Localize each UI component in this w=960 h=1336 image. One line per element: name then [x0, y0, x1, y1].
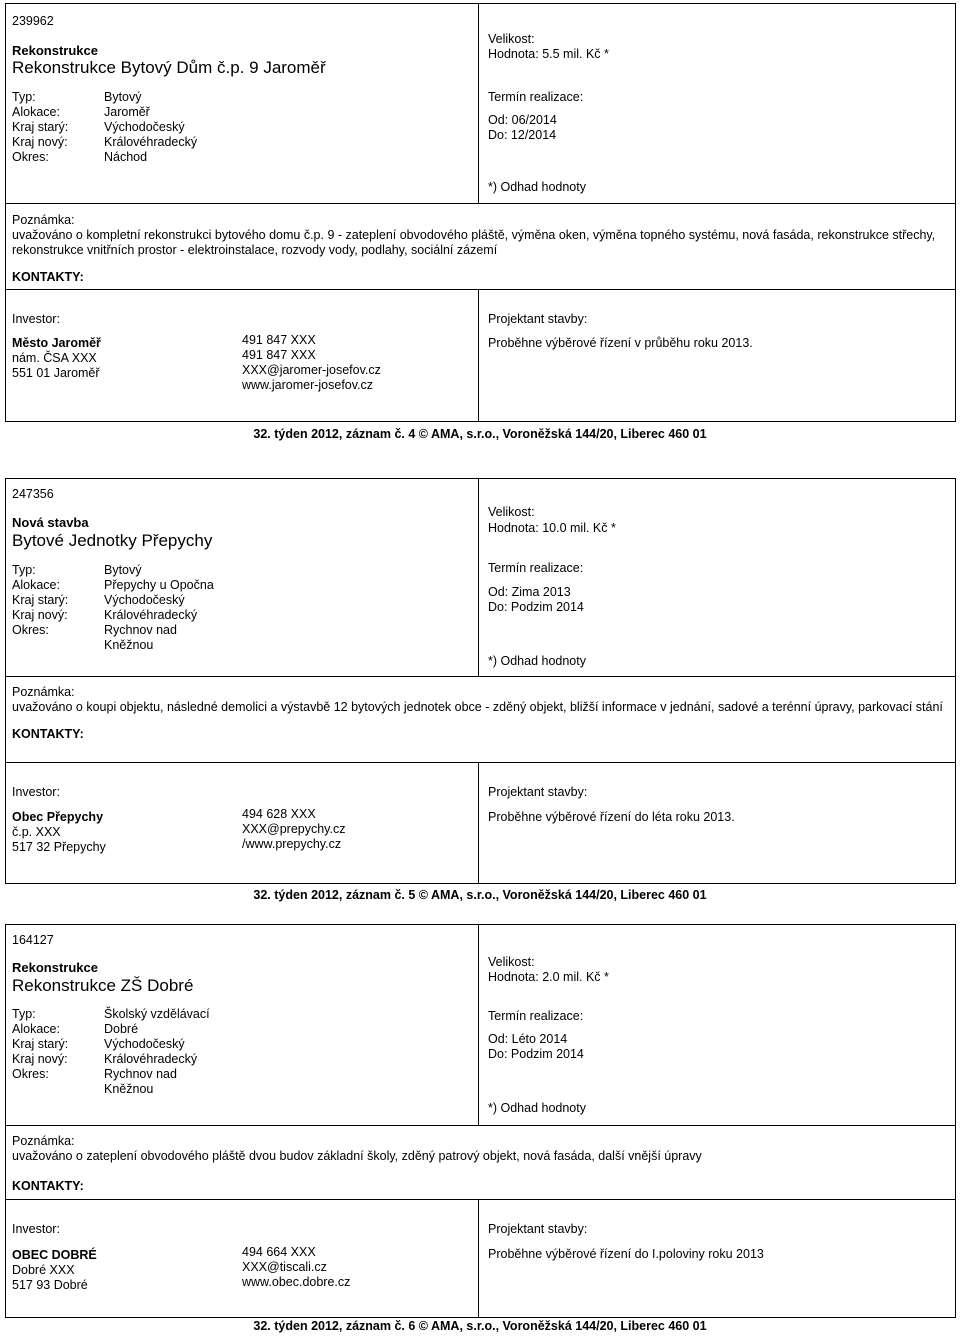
termin-do: Do: 12/2014 — [488, 128, 557, 142]
website-link[interactable]: www.obec.dobre.cz — [242, 1275, 351, 1289]
contact-block — [242, 1245, 350, 1290]
investor-label: Investor: — [12, 785, 60, 799]
record-type: Rekonstrukce — [12, 960, 98, 975]
investor-block — [12, 336, 101, 381]
value-kraj-stary: Východočeský — [104, 593, 185, 607]
termin-label: Termín realizace: — [488, 90, 584, 104]
value-typ: Školský vzdělávací — [104, 1007, 210, 1021]
projektant-label: Projektant stavby: — [488, 785, 588, 799]
label-okres: Okres: — [12, 150, 49, 164]
phone: 491 847 XXX — [242, 348, 316, 362]
attributes — [12, 90, 234, 165]
label-kraj-stary: Kraj starý: — [12, 120, 69, 134]
hodnota: Hodnota: 5.5 mil. Kč * — [488, 47, 609, 61]
value-alokace: Přepychy u Opočna — [104, 578, 214, 592]
record-id: 247356 — [12, 487, 54, 501]
poznamka-section — [6, 677, 955, 762]
investor-city: 517 93 Dobré — [12, 1278, 88, 1292]
velikost-label: Velikost: — [488, 32, 535, 46]
termin-do: Do: Podzim 2014 — [488, 600, 584, 614]
record-footer: 32. týden 2012, záznam č. 6 © AMA, s.r.o., Voroněžská 144/20, Liberec 460 01 — [253, 1319, 707, 1333]
website-link[interactable]: /www.prepychy.cz — [242, 837, 342, 851]
record-type: Nová stavba — [12, 515, 89, 530]
label-typ: Typ: — [12, 563, 36, 577]
record-footer: 32. týden 2012, záznam č. 5 © AMA, s.r.o., Voroněžská 144/20, Liberec 460 01 — [253, 888, 707, 902]
investor-city: 551 01 Jaroměř — [12, 366, 100, 380]
phone: 491 847 XXX — [242, 333, 316, 347]
poznamka-text: uvažováno o koupi objektu, následné demolici a výstavbě 12 bytových jednotek obce - zděný objekt, bližší informace v jednání, sadové a terénní úpravy, parkovací stání — [12, 700, 943, 714]
value-kraj-stary: Východočeský — [104, 1037, 185, 1051]
odhad-note: *) Odhad hodnoty — [488, 654, 586, 668]
investor-name: Obec Přepychy — [12, 810, 104, 824]
velikost-label: Velikost: — [488, 955, 535, 969]
value-kraj-stary: Východočeský — [104, 120, 185, 134]
projektant-text: Proběhne výběrové řízení v průběhu roku 2013. — [488, 336, 753, 350]
record-type: Rekonstrukce — [12, 43, 98, 58]
record-header — [6, 925, 955, 1126]
projektant-label: Projektant stavby: — [488, 1222, 588, 1236]
contacts-section — [6, 289, 955, 422]
poznamka-text: uvažováno o zateplení obvodového pláště dvou budov základní školy, zděný patrový objekt, nová fasáda, další vnější úpravy — [12, 1149, 702, 1163]
poznamka-section — [6, 1126, 955, 1199]
kontakty-label: KONTAKTY: — [12, 727, 84, 741]
record-id: 239962 — [12, 14, 54, 28]
label-typ: Typ: — [12, 90, 36, 104]
label-okres: Okres: — [12, 623, 49, 637]
termin-od: Od: Léto 2014 — [488, 1032, 568, 1046]
poznamka-text: uvažováno o kompletní rekonstrukci bytového domu č.p. 9 - zateplení obvodového pláště, výměna oken, výměna topného systému, nová fasáda, rekonstrukce střechy, rekonstrukce vnitřních prostor - elektroinstalace, rozvody vody, podlahy, sociální zázemí — [12, 228, 936, 257]
email-link[interactable]: XXX@prepychy.cz — [242, 822, 346, 836]
label-typ: Typ: — [12, 1007, 36, 1021]
investor-name: Město Jaroměř — [12, 336, 101, 350]
value-okres: Rychnov nad Kněžnou — [104, 623, 177, 652]
odhad-note: *) Odhad hodnoty — [488, 180, 586, 194]
record-card — [5, 478, 956, 884]
value-okres: Náchod — [104, 150, 148, 164]
label-okres: Okres: — [12, 1067, 49, 1081]
label-kraj-novy: Kraj nový: — [12, 135, 68, 149]
kontakty-label: KONTAKTY: — [12, 270, 84, 284]
investor-block — [12, 810, 106, 855]
projektant-text: Proběhne výběrové řízení do léta roku 2013. — [488, 810, 735, 824]
termin-do: Do: Podzim 2014 — [488, 1047, 584, 1061]
record-title: Bytové Jednotky Přepychy — [12, 531, 213, 550]
projektant-text: Proběhne výběrové řízení do I.poloviny roku 2013 — [488, 1247, 764, 1261]
email-link[interactable]: XXX@jaromer-josefov.cz — [242, 363, 381, 377]
phone: 494 628 XXX — [242, 807, 316, 821]
odhad-note: *) Odhad hodnoty — [488, 1101, 586, 1115]
contact-block — [242, 333, 381, 393]
label-kraj-novy: Kraj nový: — [12, 608, 68, 622]
termin-label: Termín realizace: — [488, 1009, 584, 1023]
record-id: 164127 — [12, 933, 54, 947]
investor-block — [12, 1248, 97, 1293]
label-kraj-stary: Kraj starý: — [12, 1037, 69, 1051]
poznamka-section — [6, 204, 955, 289]
investor-address: č.p. XXX — [12, 825, 61, 839]
value-kraj-novy: Královéhradecký — [104, 608, 198, 622]
value-typ: Bytový — [104, 90, 142, 104]
label-alokace: Alokace: — [12, 1022, 60, 1036]
termin-od: Od: Zima 2013 — [488, 585, 571, 599]
poznamka-label: Poznámka: — [12, 1134, 75, 1148]
value-alokace: Jaroměř — [104, 105, 150, 119]
contacts-section — [6, 762, 955, 883]
termin-od: Od: 06/2014 — [488, 113, 557, 127]
termin-label: Termín realizace: — [488, 561, 584, 575]
value-kraj-novy: Královéhradecký — [104, 1052, 198, 1066]
investor-label: Investor: — [12, 1222, 60, 1236]
website-link[interactable]: www.jaromer-josefov.cz — [242, 378, 374, 392]
investor-label: Investor: — [12, 312, 60, 326]
attributes — [12, 563, 234, 653]
hodnota: Hodnota: 2.0 mil. Kč * — [488, 970, 609, 984]
hodnota: Hodnota: 10.0 mil. Kč * — [488, 521, 616, 535]
label-alokace: Alokace: — [12, 578, 60, 592]
email-link[interactable]: XXX@tiscali.cz — [242, 1260, 327, 1274]
investor-address: Dobré XXX — [12, 1263, 75, 1277]
record-footer: 32. týden 2012, záznam č. 4 © AMA, s.r.o., Voroněžská 144/20, Liberec 460 01 — [253, 427, 707, 441]
label-kraj-novy: Kraj nový: — [12, 1052, 68, 1066]
projektant-label: Projektant stavby: — [488, 312, 588, 326]
record-title: Rekonstrukce ZŠ Dobré — [12, 976, 194, 995]
contact-block — [242, 807, 345, 852]
phone: 494 664 XXX — [242, 1245, 316, 1259]
record-card — [5, 3, 956, 422]
record-header — [6, 4, 955, 204]
contacts-section — [6, 1199, 955, 1317]
attributes — [12, 1007, 244, 1097]
value-kraj-novy: Královéhradecký — [104, 135, 198, 149]
record-header — [6, 479, 955, 677]
investor-name: OBEC DOBRÉ — [12, 1248, 97, 1262]
value-okres: Rychnov nad Kněžnou — [104, 1067, 177, 1096]
velikost-label: Velikost: — [488, 505, 535, 519]
record-card — [5, 924, 956, 1318]
poznamka-label: Poznámka: — [12, 685, 75, 699]
record-title: Rekonstrukce Bytový Dům č.p. 9 Jaroměř — [12, 58, 326, 77]
kontakty-label: KONTAKTY: — [12, 1179, 84, 1193]
label-alokace: Alokace: — [12, 105, 60, 119]
investor-address: nám. ČSA XXX — [12, 351, 97, 365]
value-typ: Bytový — [104, 563, 142, 577]
investor-city: 517 32 Přepychy — [12, 840, 106, 854]
poznamka-label: Poznámka: — [12, 213, 75, 227]
value-alokace: Dobré — [104, 1022, 139, 1036]
label-kraj-stary: Kraj starý: — [12, 593, 69, 607]
